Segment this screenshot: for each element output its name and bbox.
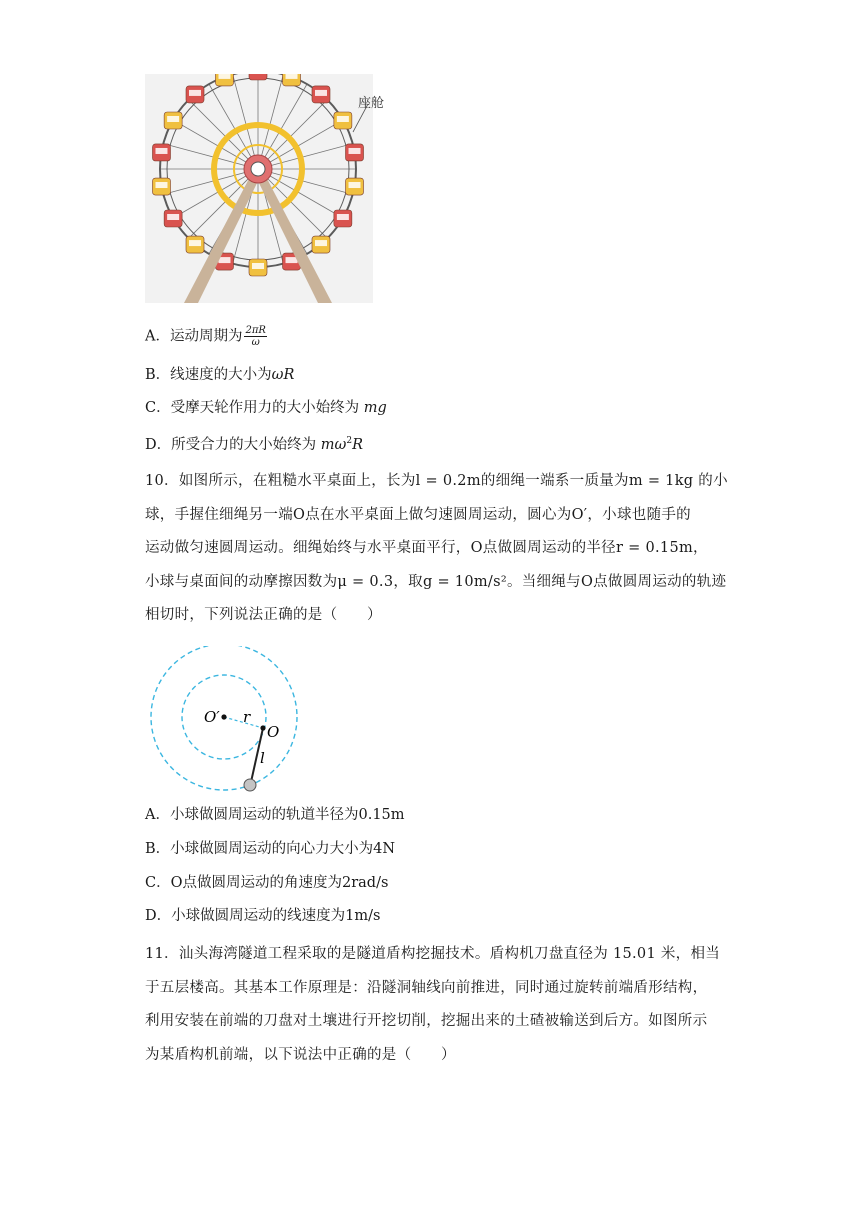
question-11-stem xyxy=(145,938,725,1072)
q10-line-1: 10．如图所示，在粗糙水平桌面上，长为l = 0.2m的细绳一端系一质量为m = 1kg 的小 xyxy=(145,473,728,489)
point-o-dot xyxy=(260,725,265,730)
ferris-wheel-illustration xyxy=(145,74,373,303)
q11-line-4: 为某盾构机前端，以下说法中正确的是（ ） xyxy=(145,1046,456,1063)
wheel-cabin-window xyxy=(167,116,179,122)
circular-motion-diagram xyxy=(147,646,307,794)
label-l: l xyxy=(260,749,265,767)
q11-line-1: 11．汕头海湾隧道工程采取的是隧道盾构挖掘技术。盾构机刀盘直径为 15.01 米，相当 xyxy=(145,946,721,962)
wheel-spoke xyxy=(189,100,258,169)
q10-option-c: C．O点做圆周运动的角速度为2rad/s xyxy=(145,875,389,891)
circular-motion-figure xyxy=(147,646,307,794)
label-o: O xyxy=(267,723,280,741)
question-10-stem xyxy=(145,465,728,633)
wheel-cabin-window xyxy=(337,214,349,220)
wheel-cabin-window xyxy=(337,116,349,122)
q9-option-b: B．线速度的大小为ωR xyxy=(145,367,295,383)
wheel-cabin-window xyxy=(286,74,298,79)
q11-line-3: 利用安装在前端的刀盘对土壤进行开挖切削，挖掘出来的土碴被输送到后方。如图所示 xyxy=(145,1013,708,1029)
q10-line-2: 球，手握住细绳另一端O点在水平桌面上做匀速圆周运动，圆心为O′，小球也随手的 xyxy=(145,506,691,523)
label-o-prime: O′ xyxy=(204,708,220,726)
wheel-spoke xyxy=(258,100,327,169)
ball xyxy=(244,779,256,791)
wheel-cabin-window xyxy=(252,263,264,269)
wheel-cabin-window xyxy=(167,214,179,220)
wheel-cabin-window xyxy=(315,90,327,96)
q9-option-a: A．运动周期为 $\frac{2\pi R}{\omega}$ xyxy=(145,325,266,348)
wheel-hub-center xyxy=(251,162,265,176)
wheel-cabin-window xyxy=(286,257,298,263)
label-r: r xyxy=(243,708,251,726)
q9-option-c: C．受摩天轮作用力的大小始终为 mg xyxy=(145,400,387,416)
q10-line-3: 运动做匀速圆周运动。细绳始终与水平桌面平行，O点做圆周运动的半径r = 0.15m， xyxy=(145,540,708,556)
wheel-cabin-window xyxy=(218,257,230,263)
q10-line-4: 小球与桌面间的动摩擦因数为μ = 0.3，取g = 10m/s²。当细绳与O点做圆周运动的轨迹 xyxy=(145,573,727,590)
q10-option-b: B．小球做圆周运动的向心力大小为4N xyxy=(145,841,396,857)
wheel-spoke xyxy=(233,74,258,169)
fraction: $\frac{2\pi R}{\omega}$ xyxy=(245,325,266,348)
wheel-cabin-window xyxy=(349,148,361,154)
q10-option-a: A．小球做圆周运动的轨道半径为0.15m xyxy=(145,807,405,823)
wheel-spoke xyxy=(258,144,353,169)
ferris-wheel-figure xyxy=(145,74,373,303)
q9-option-d: D．所受合力的大小始终为 $m\omega^2R$ xyxy=(145,436,363,453)
wheel-cabin-window xyxy=(349,182,361,188)
wheel-cabin-window xyxy=(155,182,167,188)
wheel-cabin xyxy=(249,74,267,80)
cabin-callout-label: 座舱 xyxy=(358,96,385,111)
wheel-cabin-window xyxy=(315,240,327,246)
q10-option-d: D．小球做圆周运动的线速度为1m/s xyxy=(145,908,381,924)
wheel-cabin-window xyxy=(189,240,201,246)
center-dot xyxy=(221,714,226,719)
wheel-cabin-window xyxy=(189,90,201,96)
q11-line-2: 于五层楼高。其基本工作原理是：沿隧洞轴线向前推进，同时通过旋转前端盾形结构， xyxy=(145,979,708,996)
wheel-spoke xyxy=(163,144,258,169)
q10-line-5: 相切时，下列说法正确的是（ ） xyxy=(145,607,382,623)
wheel-cabin-window xyxy=(155,148,167,154)
wheel-cabin-window xyxy=(218,74,230,79)
wheel-spoke xyxy=(258,74,283,169)
